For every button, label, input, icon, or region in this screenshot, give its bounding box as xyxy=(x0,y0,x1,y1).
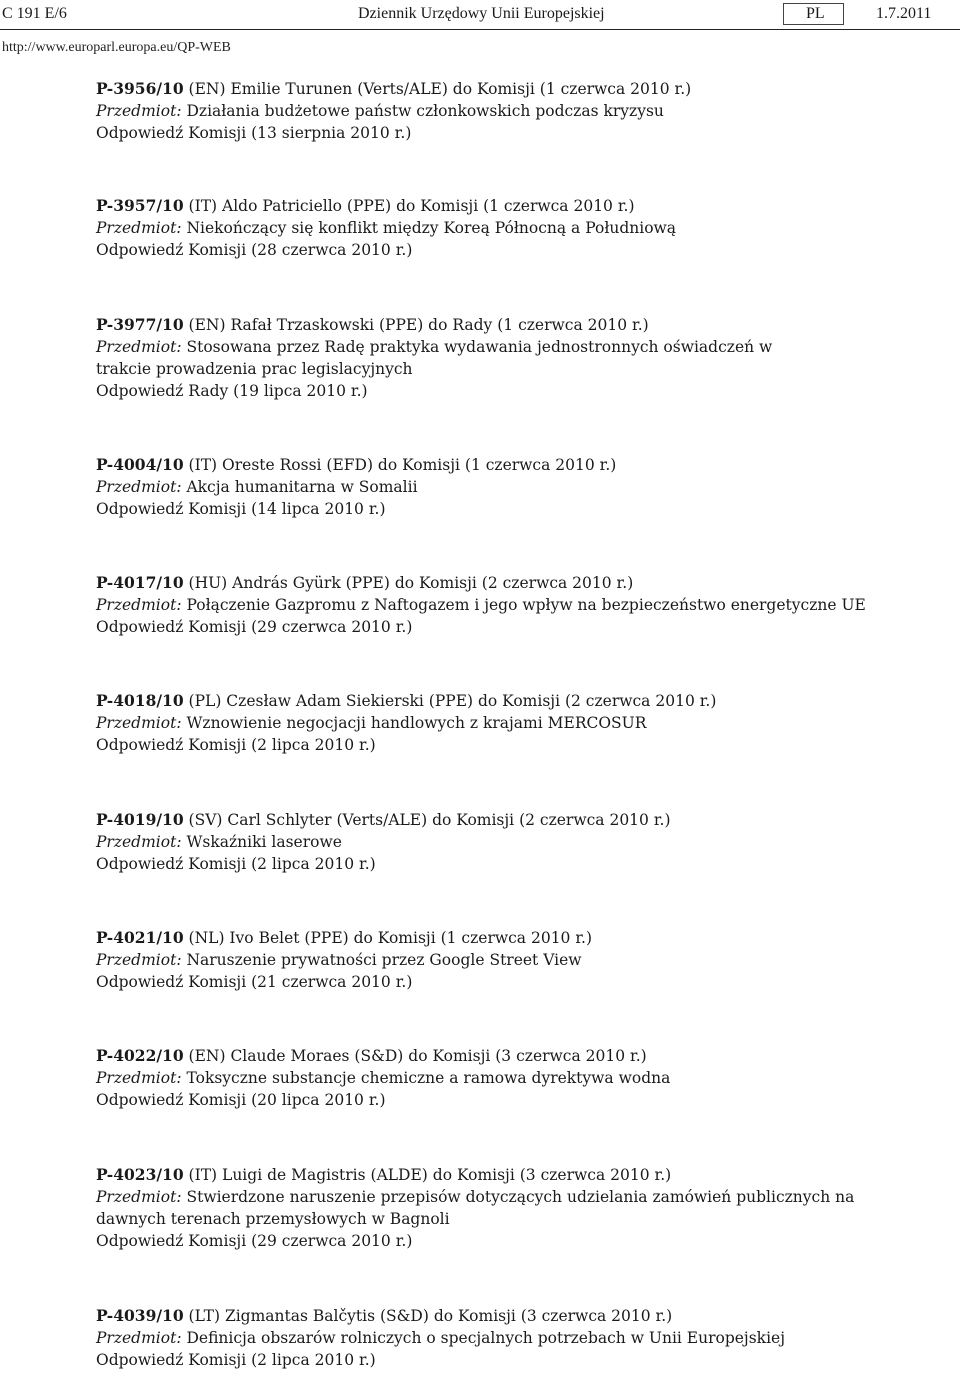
question-heading xyxy=(96,690,896,712)
question-answer: Odpowiedź Komisji (2 lipca 2010 r.) xyxy=(96,736,376,754)
subject-text: Naruszenie prywatności przez Google Street View xyxy=(181,951,582,969)
question-answer: Odpowiedź Komisji (13 sierpnia 2010 r.) xyxy=(96,124,412,142)
question-reference: P-4023/10 xyxy=(96,1165,184,1184)
question-entry xyxy=(96,809,896,875)
question-subject xyxy=(96,1067,896,1089)
subject-text: Niekończący się konflikt między Koreą Północną a Południową xyxy=(181,219,677,237)
question-subject xyxy=(96,1186,866,1230)
question-subject xyxy=(96,712,896,734)
question-reference: P-3977/10 xyxy=(96,315,184,334)
question-reference: P-3956/10 xyxy=(96,79,184,98)
question-author: (EN) Rafał Trzaskowski (PPE) do Rady (1 czerwca 2010 r.) xyxy=(183,316,649,334)
question-entry xyxy=(96,78,896,144)
question-subject xyxy=(96,217,896,239)
question-entry xyxy=(96,454,896,520)
subject-label: Przedmiot: xyxy=(96,1069,182,1087)
question-answer: Odpowiedź Rady (19 lipca 2010 r.) xyxy=(96,382,368,400)
publication-date: 1.7.2011 xyxy=(876,5,932,22)
subject-label: Przedmiot: xyxy=(96,338,182,356)
question-reference: P-4021/10 xyxy=(96,928,184,947)
question-heading xyxy=(96,927,896,949)
question-subject xyxy=(96,476,896,498)
question-author: (EN) Emilie Turunen (Verts/ALE) do Komisji (1 czerwca 2010 r.) xyxy=(183,80,692,98)
question-subject xyxy=(96,594,896,616)
question-entry xyxy=(96,195,896,261)
subject-label: Przedmiot: xyxy=(96,833,182,851)
question-author: (SV) Carl Schlyter (Verts/ALE) do Komisji (2 czerwca 2010 r.) xyxy=(183,811,671,829)
question-author: (PL) Czesław Adam Siekierski (PPE) do Komisji (2 czerwca 2010 r.) xyxy=(183,692,717,710)
question-heading xyxy=(96,1045,896,1067)
subject-text: Działania budżetowe państw członkowskich podczas kryzysu xyxy=(181,102,664,120)
language-badge: PL xyxy=(783,3,844,25)
subject-label: Przedmiot: xyxy=(96,714,182,732)
subject-text: Definicja obszarów rolniczych o specjalnych potrzebach w Unii Europejskiej xyxy=(181,1329,786,1347)
subject-text: Akcja humanitarna w Somalii xyxy=(181,478,418,496)
subject-text: Wskaźniki laserowe xyxy=(181,833,342,851)
question-heading xyxy=(96,78,896,100)
question-subject xyxy=(96,336,786,380)
question-reference: P-3957/10 xyxy=(96,196,184,215)
question-subject xyxy=(96,831,896,853)
question-entry xyxy=(96,927,896,993)
subject-label: Przedmiot: xyxy=(96,478,182,496)
question-answer: Odpowiedź Komisji (28 czerwca 2010 r.) xyxy=(96,241,413,259)
question-answer: Odpowiedź Komisji (21 czerwca 2010 r.) xyxy=(96,973,413,991)
question-entry xyxy=(96,314,896,402)
question-heading xyxy=(96,195,896,217)
question-author: (IT) Oreste Rossi (EFD) do Komisji (1 czerwca 2010 r.) xyxy=(183,456,617,474)
question-subject xyxy=(96,949,896,971)
subject-label: Przedmiot: xyxy=(96,951,182,969)
question-entry xyxy=(96,1164,896,1252)
question-answer: Odpowiedź Komisji (29 czerwca 2010 r.) xyxy=(96,618,413,636)
question-heading xyxy=(96,1305,896,1327)
subject-text: Wznowienie negocjacji handlowych z krajami MERCOSUR xyxy=(181,714,647,732)
question-answer: Odpowiedź Komisji (29 czerwca 2010 r.) xyxy=(96,1232,413,1250)
question-author: (LT) Zigmantas Balčytis (S&D) do Komisji (3 czerwca 2010 r.) xyxy=(183,1307,673,1325)
question-entry xyxy=(96,690,896,756)
subject-label: Przedmiot: xyxy=(96,596,182,614)
question-reference: P-4022/10 xyxy=(96,1046,184,1065)
question-subject xyxy=(96,1327,896,1349)
question-author: (EN) Claude Moraes (S&D) do Komisji (3 czerwca 2010 r.) xyxy=(183,1047,647,1065)
question-heading xyxy=(96,454,896,476)
question-heading xyxy=(96,314,896,336)
subject-text: Połączenie Gazpromu z Naftogazem i jego wpływ na bezpieczeństwo energetyczne UE xyxy=(181,596,866,614)
question-author: (IT) Luigi de Magistris (ALDE) do Komisji (3 czerwca 2010 r.) xyxy=(183,1166,672,1184)
question-answer: Odpowiedź Komisji (2 lipca 2010 r.) xyxy=(96,1351,376,1369)
question-reference: P-4019/10 xyxy=(96,810,184,829)
question-author: (HU) András Gyürk (PPE) do Komisji (2 czerwca 2010 r.) xyxy=(183,574,634,592)
subject-label: Przedmiot: xyxy=(96,1329,182,1347)
question-author: (IT) Aldo Patriciello (PPE) do Komisji (1 czerwca 2010 r.) xyxy=(183,197,635,215)
question-entry xyxy=(96,1045,896,1111)
subject-text: Stwierdzone naruszenie przepisów dotyczących udzielania zamówień publicznych na dawnych terenach przemysłowych w Bagnoli xyxy=(96,1188,855,1228)
subject-text: Toksyczne substancje chemiczne a ramowa dyrektywa wodna xyxy=(181,1069,671,1087)
subject-text: Stosowana przez Radę praktyka wydawania jednostronnych oświadczeń w trakcie prowadzenia prac legislacyjnych xyxy=(96,338,773,378)
question-answer: Odpowiedź Komisji (20 lipca 2010 r.) xyxy=(96,1091,386,1109)
page-header xyxy=(0,2,960,30)
question-entry xyxy=(96,1305,896,1371)
page-reference: C 191 E/6 xyxy=(2,5,67,22)
question-reference: P-4017/10 xyxy=(96,573,184,592)
question-answer: Odpowiedź Komisji (14 lipca 2010 r.) xyxy=(96,500,386,518)
journal-title: Dziennik Urzędowy Unii Europejskiej xyxy=(358,5,605,22)
question-heading xyxy=(96,572,896,594)
question-answer: Odpowiedź Komisji (2 lipca 2010 r.) xyxy=(96,855,376,873)
question-heading xyxy=(96,809,896,831)
subject-label: Przedmiot: xyxy=(96,1188,182,1206)
subject-label: Przedmiot: xyxy=(96,102,182,120)
question-subject xyxy=(96,100,896,122)
question-reference: P-4018/10 xyxy=(96,691,184,710)
question-reference: P-4004/10 xyxy=(96,455,184,474)
source-url: http://www.europarl.europa.eu/QP-WEB xyxy=(2,40,231,55)
question-author: (NL) Ivo Belet (PPE) do Komisji (1 czerwca 2010 r.) xyxy=(183,929,593,947)
header-divider xyxy=(0,29,960,30)
question-reference: P-4039/10 xyxy=(96,1306,184,1325)
subject-label: Przedmiot: xyxy=(96,219,182,237)
question-heading xyxy=(96,1164,896,1186)
question-entry xyxy=(96,572,896,638)
